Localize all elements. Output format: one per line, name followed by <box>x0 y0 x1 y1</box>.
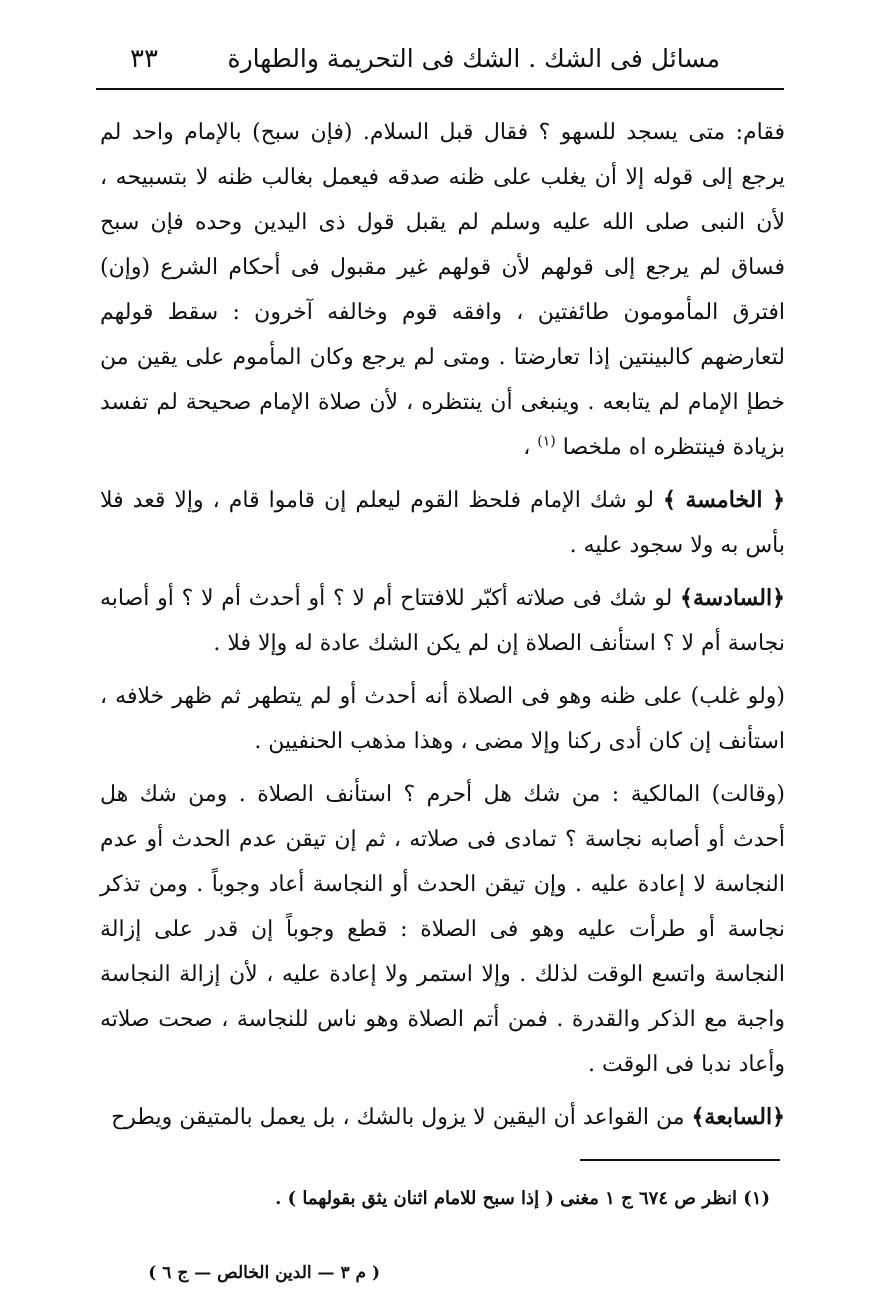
paragraph-text: فقام: متى يسجد للسهو ؟ فقال قبل السلام. (فإن سبح) بالإمام واحد لم يرجع إلى قوله إلا أن يغلب على ظنه صدقه فيعمل بغالب ظنه لا بتسبيحه ، لأن النبى صلى الله عليه وسلم لم يقبل قول ذى اليدين وحده فإن سبح فساق لم يرجع إلى قولهم لأن قولهم غير مقبول فى أحكام الشرع (وإن) افترق المأمومون طائفتين ، وافقه قوم وخالفه آخرون : سقط قولهم لتعارضهم كالبينتين إذا تعارضتا . ومتى لم يرجع وكان المأموم على يقين من خطإ الإمام لم يتابعه . وينبغى أن ينتظره ، لأن صلاة الإمام صحيحة لم تفسد بزيادة فينتظره اه ملخصا <box>100 120 785 460</box>
footnote-reference: (١) <box>537 433 556 450</box>
page-number: ٣٣ <box>130 44 158 74</box>
paragraph-5 <box>100 772 785 1087</box>
header-title: مسائل فى الشك . الشك فى التحريمة والطهارة <box>227 44 720 73</box>
signature-mark: ( م ٣ — الدين الخالص — ج ٦ ) <box>148 1263 380 1283</box>
paragraph-label: ﴿السادسة﴾ <box>680 585 785 611</box>
paragraph-label: ﴿السابعة﴾ <box>691 1104 785 1130</box>
running-header <box>100 38 780 88</box>
paragraph-3 <box>100 576 785 666</box>
paragraph-label: ﴿ الخامسة ﴾ <box>662 487 785 513</box>
footnote: (١) انظر ص ٦٧٤ ج ١ مغنى ( إذا سبح للامام اثنان يثق بقولهما ) . <box>275 1188 770 1209</box>
paragraph-text: لو شك فى صلاته أكبّر للافتتاح أم لا ؟ أو أحدث أم لا ؟ أو أصابه نجاسة أم لا ؟ استأنف الصلاة إن لم يكن الشك عادة له وإلا فلا . <box>100 586 785 656</box>
paragraph-text: من القواعد أن اليقين لا يزول بالشك ، بل يعمل بالمتيقن ويطرح <box>111 1105 692 1130</box>
header-rule <box>96 88 784 90</box>
footnote-rule <box>580 1159 780 1161</box>
paragraph-end: ، <box>523 435 538 460</box>
paragraph-1 <box>100 110 785 470</box>
paragraph-text: (وقالت) المالكية : من شك هل أحرم ؟ استأنف الصلاة . ومن شك هل أحدث أو أصابه نجاسة ؟ تمادى فى صلاته ، ثم إن تيقن عدم الحدث أو عدم النجاسة لا إعادة عليه . وإن تيقن الحدث أو النجاسة أعاد وجوباً . ومن تذكر نجاسة أو طرأت عليه وهو فى الصلاة : قطع وجوباً إن قدر على إزالة النجاسة واتسع الوقت لذلك . وإلا استمر ولا إعادة عليه ، لأن إزالة النجاسة واجبة مع الذكر والقدرة . فمن أتم الصلاة وهو ناس للنجاسة ، صحت صلاته وأعاد ندبا فى الوقت . <box>100 782 785 1077</box>
paragraph-text: (ولو غلب) على ظنه وهو فى الصلاة أنه أحدث أو لم يتطهر ثم ظهر خلافه ، استأنف إن كان أدى ركنا وإلا مضى ، وهذا مذهب الحنفيين . <box>100 684 785 754</box>
paragraph-6 <box>100 1095 785 1140</box>
body-text <box>100 110 785 1140</box>
paragraph-4 <box>100 674 785 764</box>
paragraph-2 <box>100 478 785 568</box>
paragraph-text: لو شك الإمام فلحظ القوم ليعلم إن قاموا قام ، وإلا قعد فلا بأس به ولا سجود عليه . <box>100 488 785 558</box>
